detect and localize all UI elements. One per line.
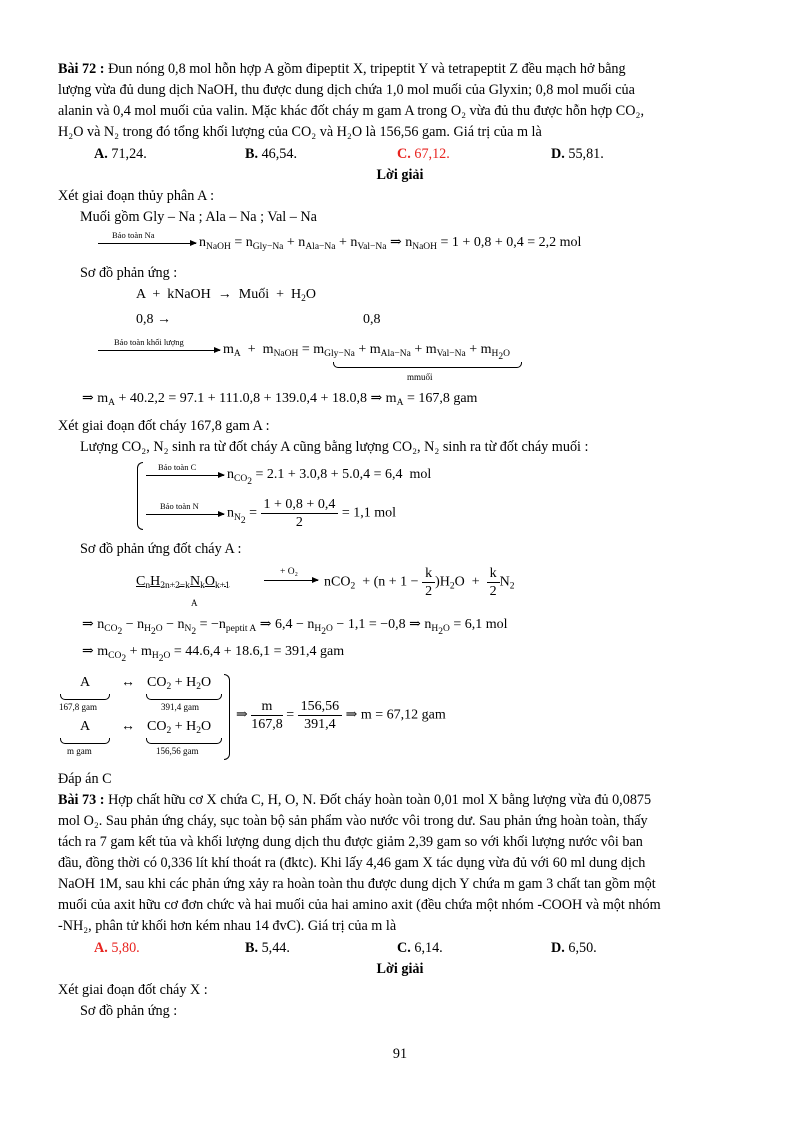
prop-label-1678: 167,8 gam [59, 702, 97, 712]
underbrace-co2h2o-1 [146, 694, 222, 700]
arrow-label-n: Bảo toàn N [160, 501, 199, 511]
label-m-muoi: mmuối [407, 372, 433, 382]
step-hydrolysis: Xét giai đoạn thủy phân A : [58, 188, 215, 204]
reaction-1-amount-a: 0,8 → [136, 312, 171, 327]
option-73-d: D. 6,50. [551, 940, 597, 956]
option-73-c: C. 6,14. [397, 940, 443, 956]
label-a-under-formula: A [191, 598, 198, 608]
salts-list: Muối gồm Gly – Na ; Ala – Na ; Val – Na [80, 209, 317, 225]
reaction-scheme-label: Sơ đồ phản ứng : [80, 265, 178, 281]
reaction-1-amount-h2o: 0,8 [363, 312, 381, 327]
step-combustion-x: Xét giai đoạn đốt cháy X : [58, 982, 208, 998]
arrow-label-na: Bảo toàn Na [112, 230, 155, 240]
system-brace-cn [137, 462, 143, 530]
arrow-c [146, 475, 224, 476]
problem-72-line-1: Bài 72 : Đun nóng 0,8 mol hỗn hợp A gồm đipeptit X, tripeptit Y và tetrapeptit Z đều mạch hở bằng [58, 61, 626, 77]
prop-co2h2o-1: $CO_2 + H_2O$ [147, 675, 212, 692]
arrow-mass [98, 350, 220, 351]
equation-h2o: ⇒ $n_{CO_2} - n_{H_2O} - n_{N_2} = -n_{peptit A}$ ⇒ $6,4 - n_{H_2O} - 1,1 = -0,8$ ⇒ $n_{H_2O} = 6,1$ mol [82, 617, 508, 637]
equation-na: $n_{NaOH} = n_{Gly-Na} + n_{Ala-Na} + n_{Val-Na}$ ⇒ $n_{NaOH} = 1 + 0,8 + 0,4 = 2,2$ mol [199, 235, 582, 252]
combustion-scheme-label: Sơ đồ phản ứng đốt cháy A : [80, 541, 242, 557]
equation-ma: ⇒ $m_A + 40.2,2 = 97.1 + 111.0,8 + 139.0,4 + 18.0,8$ ⇒ $m_A = 167,8$ gam [82, 391, 478, 408]
combustion-products: nCO$_2$ + (n + 1 − $\frac{k}{2}$ )$H_2O$ + $\frac{k}{2}$ $N_2$ [324, 566, 515, 599]
option-73-b: B. 5,44. [245, 940, 290, 956]
page-number: 91 [392, 1046, 408, 1062]
option-72-a: A. 71,24. [94, 146, 147, 162]
underbrace-co2h2o-2 [146, 738, 222, 744]
prop-a-2: A [80, 719, 91, 734]
reaction-1: A + kNaOH → Muối + $H_2O$ [136, 287, 316, 304]
option-72-c-correct: C. 67,12. [397, 146, 450, 162]
problem-73-line-6: muối của axit hữu cơ đơn chức và hai muối của hai amino axit (đều chứa một nhóm -COOH và một nhóm [58, 897, 661, 913]
problem-72-line-2: lượng vừa đủ dung dịch NaOH, thu được dung dịch chứa 1,0 mol muối của Glyxin; 0,8 mol muối của [58, 82, 635, 98]
arrow-label-o2: + O₂ [280, 567, 298, 577]
problem-72-line-3: alanin và 0,4 mol muối của valin. Mặc khác đốt cháy m gam A trong O₂ vừa đủ thu được hỗn hợp CO₂, [58, 103, 644, 119]
underbrace-a-2 [60, 738, 110, 744]
problem-72-title: Bài 72 : [58, 61, 105, 77]
problem-73-line-7: -NH₂, phân tử khối hơn kém nhau 14 đvC). Giá trị của m là [58, 918, 397, 934]
problem-73-line-5: NaOH 1M, sau khi các phản ứng xảy ra hoàn toàn thu được dung dịch Y chứa m gam 3 chất tan gồm một [58, 876, 656, 892]
prop-label-15656: 156,56 gam [156, 746, 199, 756]
step-combustion: Xét giai đoạn đốt cháy 167,8 gam A : [58, 418, 270, 434]
arrow-na [98, 243, 196, 244]
prop-co2h2o-2: $CO_2 + H_2O$ [147, 719, 212, 736]
equiv-2: ↔ [121, 719, 135, 734]
equation-c: $n_{CO_2} = 2.1 + 3.0,8 + 5.0,4 = 6,4$ mol [227, 467, 432, 487]
underbrace-a-1 [60, 694, 110, 700]
option-72-d: D. 55,81. [551, 146, 604, 162]
prop-label-m: m gam [67, 746, 92, 756]
option-72-b: B. 46,54. [245, 146, 298, 162]
combustion-note: Lượng CO₂, N₂ sinh ra từ đốt cháy A cũng bằng lượng CO₂, N₂ sinh ra từ đốt cháy muối : [80, 439, 589, 455]
arrow-label-mass: Bảo toàn khối lượng [114, 337, 184, 347]
arrow-label-c: Bảo toàn C [158, 462, 197, 472]
equation-mass: $m_A + m_{NaOH} = m_{Gly-Na} + m_{Ala-Na} + m_{Val-Na} + m_{H_2O}$ [223, 342, 511, 362]
option-73-a-correct: A. 5,80. [94, 940, 140, 956]
answer-72: Đáp án C [58, 771, 112, 787]
arrow-o2 [264, 580, 318, 581]
problem-73-line-2: mol O₂. Sau phản ứng cháy, sục toàn bộ sản phẩm vào nước vôi trong dư. Sau phản ứng hoàn toàn, thấy [58, 813, 648, 829]
problem-73-line-4: đầu, đồng thời có 0,336 lít khí thoát ra (đktc). Khi lấy 4,46 gam X tác dụng vừa đủ với 60 ml dung dịch [58, 855, 646, 871]
equation-mco2: ⇒ $m_{CO_2} + m_{H_2O} = 44.6,4 + 18.6,1 = 391,4$ gam [82, 644, 345, 664]
equiv-1: ↔ [121, 675, 135, 690]
problem-73-title: Bài 73 : [58, 792, 105, 808]
formula-peptide: $C_nH_{2n+2-k}N_kO_{k+1}$ [136, 574, 230, 591]
underbrace-salts [333, 362, 522, 368]
arrow-n [146, 514, 224, 515]
prop-a-1: A [80, 675, 91, 690]
problem-72-line-4: H₂O và N₂ trong đó tổng khối lượng của CO₂ và H₂O là 156,56 gam. Giá trị của m là [58, 124, 542, 140]
prop-equation: ⇒ $\frac{m}{167,8}$ = $\frac{156,56}{391,4}$ ⇒ m = 67,12 gam [236, 699, 446, 732]
reaction-scheme-label-73: Sơ đồ phản ứng : [80, 1003, 178, 1019]
prop-label-3914: 391,4 gam [161, 702, 199, 712]
solution-heading-72: Lời giải [376, 167, 424, 183]
prop-right-brace [224, 674, 230, 760]
solution-heading-73: Lời giải [376, 961, 424, 977]
equation-n: $n_{N_2}$ = $\frac{1 + 0,8 + 0,4}{2}$ = 1,1 mol [227, 497, 397, 530]
problem-73-line-1: Bài 73 : Hợp chất hữu cơ X chứa C, H, O, N. Đốt cháy hoàn toàn 0,01 mol X bằng lượng vừa đủ 0,0875 [58, 792, 652, 808]
problem-73-line-3: tách ra 7 gam kết tủa và khối lượng dung dịch thu được giảm 2,39 gam so với khối lượng nước vôi ban [58, 834, 643, 850]
